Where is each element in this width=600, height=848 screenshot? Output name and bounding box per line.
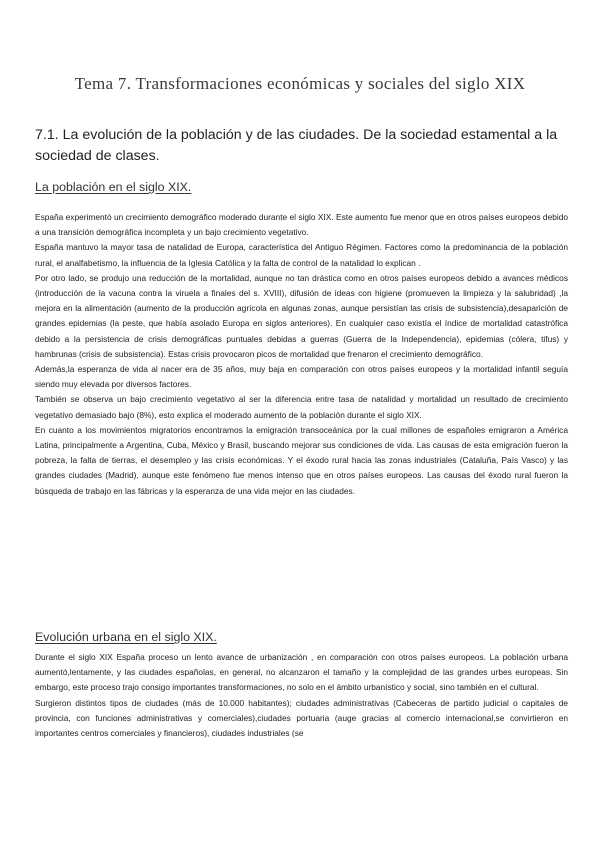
section-body-poblacion bbox=[35, 210, 568, 499]
section-heading-poblacion: La población en el siglo XIX. bbox=[35, 180, 192, 194]
section-body-evolucion-urbana bbox=[35, 650, 568, 741]
paragraph: Surgieron distintos tipos de ciudades (más de 10.000 habitantes); ciudades administrativas (Cabeceras de partido judicial o capitales de provincia, con funciones administrativas y comerciales),ciudades portuaria (auge gracias al comercio internacional,se convirtieron en importantes centros comerciales y financieros), ciudades industriales (se bbox=[35, 697, 568, 739]
paragraph: Durante el siglo XIX España proceso un lento avance de urbanización , en comparación con otros países europeos. La población urbana aumentó,lentamente, y las ciudades españolas, en general, no alcanzaron el tamaño y la complejidad de las grandes urbes europeas. Sin embargo, este proceso trajo consigo importantes transformaciones, no solo en el ámbito urbanístico y social, sino también en el cultural. bbox=[35, 652, 568, 693]
paragraph: Además,la esperanza de vida al nacer era de 35 años, muy baja en comparación con otros países europeos y la mortalidad infantil seguía siendo muy elevada por diversos factores. bbox=[35, 364, 568, 390]
section-subtitle: 7.1. La evolución de la población y de las ciudades. De la sociedad estamental a la sociedad de clases. bbox=[35, 127, 558, 164]
paragraph: España experimentó un crecimiento demográfico moderado durante el siglo XIX. Este aumento fue menor que en otros países europeos debido a una transición demográfica incompleta y un bajo crecimiento vegetativo. bbox=[35, 212, 568, 238]
paragraph: España mantuvo la mayor tasa de natalidad de Europa, característica del Antiguo Régimen. Factores como la predominancia de la población rural, el analfabetismo, la influencia de la Iglesia Católica y la falta de control de la natalidad lo explican . bbox=[35, 242, 568, 268]
document-title: Tema 7. Transformaciones económicas y sociales del siglo XIX bbox=[74, 74, 526, 93]
paragraph: Por otro lado, se produjo una reducción de la mortalidad, aunque no tan drástica como en otros países europeos debido a avances médicos (introducción de la vacuna contra la viruela a finales del s. XVIII), difusión de ideas con higiene (promueven la limpieza y la salubridad) ,la mejora en la alimentación (aumento de la producción agrícola en algunas zonas, aunque persistían las crisis de subsistencia),desaparición de grandes epidemias (la peste, que había asolado Europa en siglos anteriores). En cualquier caso existía el índice de mortalidad catastrófica debido a la persistencia de crisis demográficas puntuales debidas a guerras (Guerra de la Independencia), epidemias (cólera, tifus) y hambrunas (crisis de subsistencia). Estas crisis provocaron picos de mortalidad que frenaron el crecimiento demográfico. bbox=[35, 272, 568, 359]
section-heading-evolucion-urbana: Evolución urbana en el siglo XIX. bbox=[35, 630, 217, 644]
paragraph: En cuanto a los movimientos migratorios encontramos la emigración transoceánica por la cual millones de españoles emigraron a América Latina, principalmente a Argentina, Cuba, México y Brasil, buscando mejorar sus condiciones de vida. Las causas de esta emigración fueron la pobreza, la falta de tierras, el desempleo y las crisis económicas. Y el éxodo rural hacia las zonas industriales (Cataluña, País Vasco) y las grandes ciudades (Madrid), aunque este fenómeno fue menos intenso que en otros países europeos. Las causas del éxodo rural fueron la búsqueda de trabajo en las fábricas y la esperanza de una vida mejor en las ciudades. bbox=[35, 424, 568, 496]
paragraph: También se observa un bajo crecimiento vegetativo al ser la diferencia entre tasa de natalidad y mortalidad un resultado de crecimiento vegetativo demasiado bajo (8%), esto explica el moderado aumento de la población durante el siglo XIX. bbox=[35, 394, 568, 420]
